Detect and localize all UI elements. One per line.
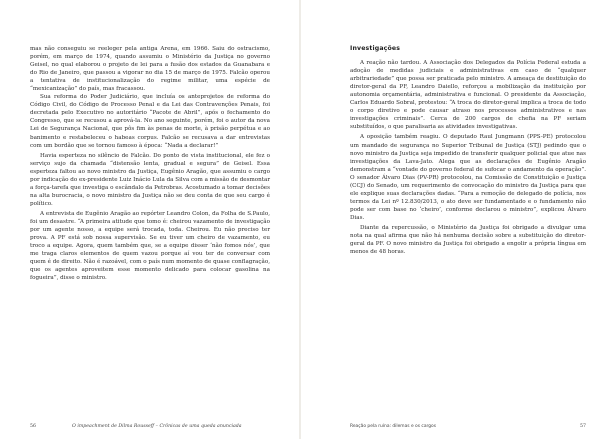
paragraph: Havia esperteza no silêncio de Falcão. Do ponto de vista institucional, ele fez o serviço sujo da chamada “distensão lenta, gradual e segura” de Geisel. Essa esperteza faltou ao novo ministro da Justiça, Eugênio Aragão, que assumiu o cargo por indicação do ex-presidente Luiz Inácio Lula da Silva com a missão de desmontar a força-tarefa que investiga o escândalo da Petrobras. Acostumado a tomar decisões na alta burocracia, o novo ministro da Justiça não se deu conta de que seu cargo é político. xyxy=(30,152,270,207)
paragraph: A entrevista de Eugênio Aragão ao repórter Leandro Colon, da Folha de S.Paulo, foi um desastre. “A primeira atitude que tomo é: cheirou vazamento de investigação por um agente nosso, a equipe será trocada, toda. Cheirou. Eu não preciso ter prova. A PF está sob nossa supervisão. Se eu tiver um cheiro de vazamento, eu troco a equipe. Agora, quem também que, se a equipe disser ‘não fomos nós’, que me traga claros elementos de quem vazou porque aí vou ter de conversar com quem é de direito. Não é razoável, com o país num momento de quase conflagração, que os agentes aproveitem esse momento delicado para colocar gasolina na fogueira”, disse o ministro. xyxy=(30,210,270,282)
paragraph: A oposição também reagiu. O deputado Raul Jungmann (PPS-PE) protocolou um mandado de segurança no Superior Tribunal de Justiça (STJ) pedindo que o novo ministro da Justiça seja impedido de transferir qualquer policial que atue nas investigações da Lava-Jato. Alega que as declarações de Eugênio Aragão demonstram a “vontade do governo federal de sufocar o andamento da operação”. O senador Álvaro Dias (PV-PR) protocolou, na Comissão de Constituição e Justiça (CCJ) do Senado, um requerimento de convocação do ministro da Justiça para que ele explique suas declarações dadas. “Para a remoção de delegado de polícia, nos termos da Lei nº 12.830/2013, o ato deve ser fundamentado e o fundamento não pode ser com base no ‘cheiro’, conforme declarou o ministro”, explicou Álvaro Dias. xyxy=(350,134,586,221)
paragraph: Sua reforma do Poder Judiciário, que incluía os anteprojetos de reforma do Código Civil, do Código de Processo Penal e da Lei das Contravenções Penais, foi decretada pelo Executivo no autoritário “Pacote de Abril”, após o fechamento do Congresso, que se recusou a aprová-la. No ano seguinte, porém, foi o autor da nova Lei de Segurança Nacional, que pôs fim às penas de morte, à prisão perpétua e ao banimento e restabeleceu o habeas corpus. Falcão se recusava a dar entrevistas com um bordão que se tornou famoso à época: “Nada a declarar!” xyxy=(30,94,270,149)
paragraph: mas não conseguiu se reeleger pela antiga Arena, em 1966. Saiu do ostracismo, porém, em março de 1974, quando assumiu o Ministério da Justiça no governo Geisel, no qual elaborou o projeto de lei para a fusão dos estados da Guanabara e do Rio de Janeiro, que passou a vigorar no dia 15 de março de 1975. Falcão operou a tentativa de institucionalização do regime militar, uma espécie de “mexicanização” do país, mas fracassou. xyxy=(30,46,270,93)
running-title: Reação pela ruína: dilemas e os cargos xyxy=(350,424,437,429)
paragraph: Diante da repercussão, o Ministério da Justiça foi obrigado a divulgar uma nota na qual afirma que não há nenhuma decisão sobre a substituição do diretor-geral da PF. O novo ministro da Justiça foi obrigado a engolir a própria língua em menos de 48 horas. xyxy=(350,224,586,256)
paragraph: A reação não tardou. A Associação dos Delegados da Polícia Federal estuda a adoção de medidas judiciais e administrativas em caso de “qualquer arbitrariedade” que possa ser praticada pelo ministro. A ameaça de destituição do diretor-geral da PF, Leandro Daiello, reforçou a mobilização da instituição por autonomia orçamentária, administrativa e funcional. O presidente da Associação, Carlos Eduardo Sobral, protestou: “A troca do diretor-geral implica a troca de todo o corpo diretivo e pode causar atraso nos processos administrativos e nas investigações criminais”. Cerca de 200 cargos de chefia na PF seriam substituídos, o que paralisaria as atividades investigativas. xyxy=(350,60,586,131)
running-title: O impeachment de Dilma Rousseff – Crônicas de uma queda anunciada xyxy=(72,424,242,429)
section-heading: Investigações xyxy=(350,45,401,52)
left-page-body xyxy=(30,45,270,282)
right-page xyxy=(300,0,600,439)
page-number: 57 xyxy=(580,424,586,429)
page-number: 56 xyxy=(30,424,36,429)
right-page-body xyxy=(350,45,586,256)
